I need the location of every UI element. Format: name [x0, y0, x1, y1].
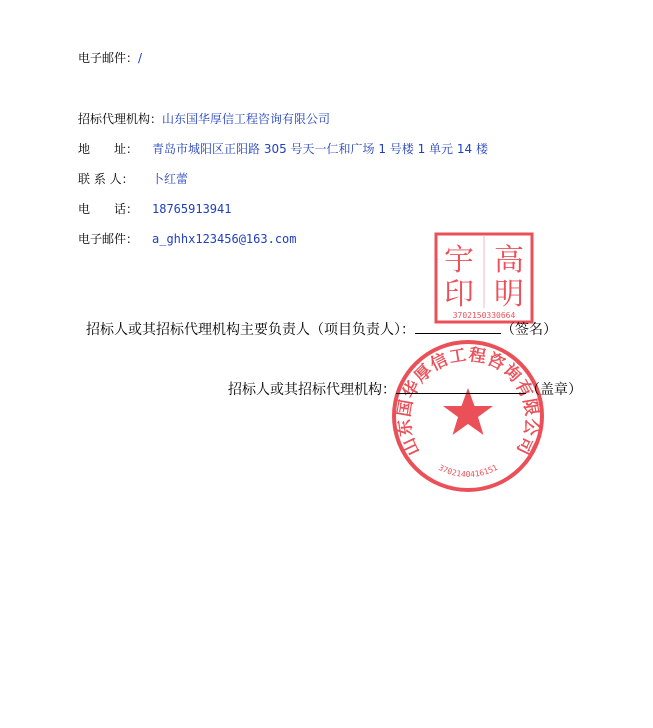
agency-phone-label: 电 话：: [78, 202, 139, 216]
personal-seal-char-4: 明: [494, 277, 524, 312]
personal-seal: [434, 232, 534, 324]
agency-name-row: [78, 111, 330, 127]
principal-signature-blank[interactable]: [415, 319, 501, 334]
org-seal-row: [228, 379, 582, 399]
agency-contact-row: [78, 171, 188, 187]
principal-signature-row: [86, 319, 557, 339]
tenderer-email-value: /: [138, 51, 143, 65]
svg-text:3702140416151: [437, 463, 499, 479]
agency-phone-value: 18765913941: [152, 202, 232, 216]
agency-address-label: 地 址：: [78, 142, 139, 156]
agency-email-value: a_ghhx123456@163.com: [152, 232, 297, 246]
personal-seal-char-1: 宇: [444, 243, 474, 278]
agency-contact-value: 卜红蕾: [152, 172, 189, 186]
org-seal-suffix: （盖章）: [526, 382, 582, 398]
agency-address-value: 青岛市城阳区正阳路 305 号天一仁和广场 1 号楼 1 单元 14 楼: [152, 142, 488, 156]
company-seal-number: 3702140416151: [436, 462, 500, 480]
org-seal-blank[interactable]: [396, 379, 526, 394]
personal-seal-char-2: 高: [494, 243, 524, 278]
principal-signature-label: 招标人或其招标代理机构主要负责人（项目负责人）：: [86, 322, 415, 338]
personal-seal-char-3: 印: [444, 277, 474, 312]
agency-phone-row: [78, 201, 231, 217]
personal-seal-number: 3702150330664: [452, 311, 516, 320]
agency-email-row: [78, 231, 297, 247]
principal-signature-suffix: （签名）: [501, 322, 557, 338]
tenderer-email-row: [78, 50, 142, 66]
company-seal: [388, 336, 548, 496]
agency-name-value: 山东国华厚信工程咨询有限公司: [162, 112, 331, 126]
agency-email-label: 电子邮件：: [78, 232, 139, 246]
agency-address-row: [78, 141, 488, 157]
agency-name-label: 招标代理机构：: [78, 112, 163, 126]
tenderer-email-label: 电子邮件：: [78, 51, 139, 65]
company-seal-ring-text: 山东国华厚信工程咨询有限公司: [394, 345, 542, 459]
agency-contact-label: 联 系 人：: [78, 172, 134, 186]
org-seal-label: 招标人或其招标代理机构：: [228, 382, 396, 398]
